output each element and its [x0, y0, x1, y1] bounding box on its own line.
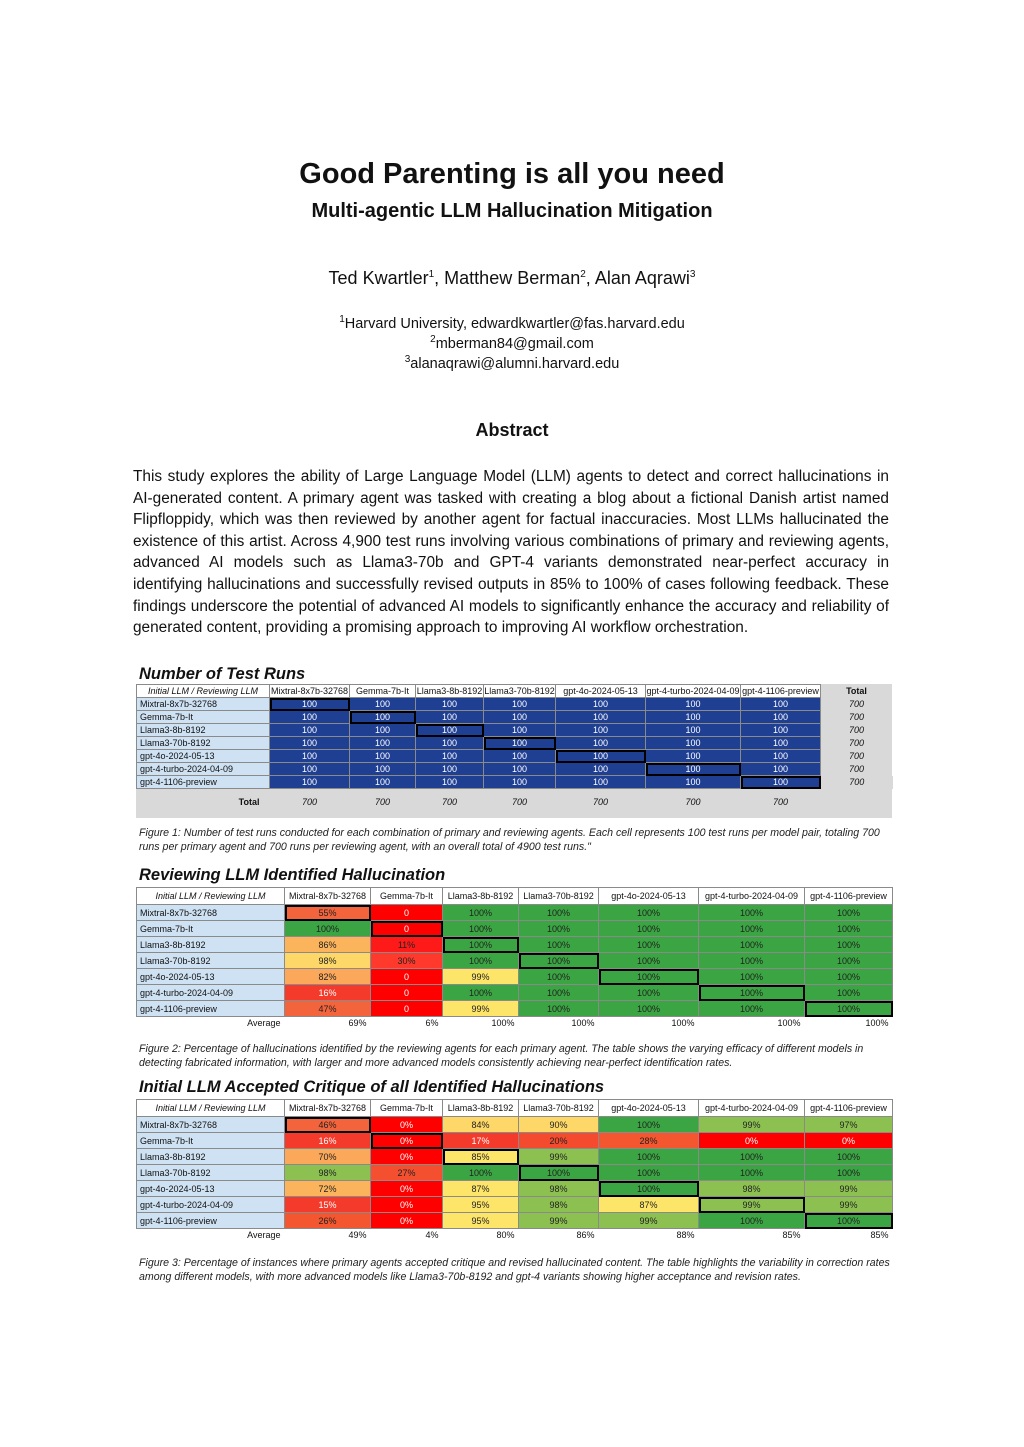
table-cell: 100: [350, 776, 416, 789]
column-total: 700: [741, 789, 821, 816]
table-cell: 100: [350, 750, 416, 763]
table-cell: 100: [416, 776, 484, 789]
column-header: Mixtral-8x7b-32768: [270, 686, 349, 696]
table-cell: 100: [416, 737, 484, 750]
heatmap-cell: 99%: [599, 1213, 699, 1229]
table-cell: 100: [270, 763, 350, 776]
row-header: gpt-4o-2024-05-13: [137, 969, 285, 985]
heatmap-cell: 98%: [519, 1181, 599, 1197]
heatmap-cell: 20%: [519, 1133, 599, 1149]
heatmap-cell: 11%: [371, 937, 443, 953]
heatmap-cell: 100%: [443, 937, 519, 953]
heatmap-cell: 99%: [443, 1001, 519, 1017]
figure2-caption: Figure 2: Percentage of hallucinations identified by the reviewing agents for each primary agent. The table shows the varying efficacy of different models in detecting fabricated information, with larger and more advanced models consistently achieving near-perfect identification rates.: [139, 1043, 864, 1069]
heatmap-cell: 100%: [805, 905, 893, 921]
table-cell: 100: [484, 698, 556, 711]
heatmap-cell: 100%: [519, 969, 599, 985]
table-cell: 100: [484, 776, 556, 789]
heatmap-cell: 100%: [699, 921, 805, 937]
column-header: Llama3-8b-8192: [443, 888, 519, 905]
author-sup: 3: [689, 269, 696, 280]
average-value: 100%: [491, 1018, 515, 1028]
heatmap-cell: 100%: [805, 1165, 893, 1181]
heatmap-cell: 99%: [805, 1181, 893, 1197]
heatmap-cell: 0: [371, 905, 443, 921]
row-header: Mixtral-8x7b-32768: [137, 698, 270, 711]
column-header: gpt-4-turbo-2024-04-09: [699, 1100, 805, 1117]
heatmap-cell: 100%: [443, 953, 519, 969]
heatmap-cell: 100%: [519, 921, 599, 937]
heatmap-cell: 0%: [371, 1181, 443, 1197]
average-label: Average: [247, 1018, 281, 1028]
average-value: 49%: [348, 1230, 367, 1240]
heatmap-cell: 100%: [443, 985, 519, 1001]
heatmap-cell: 15%: [285, 1197, 371, 1213]
heatmap-cell: 99%: [519, 1149, 599, 1165]
row-header: gpt-4o-2024-05-13: [137, 1181, 285, 1197]
heatmap-cell: 95%: [443, 1213, 519, 1229]
row-header: gpt-4-1106-preview: [137, 1001, 285, 1017]
column-header: Llama3-70b-8192: [519, 1100, 599, 1117]
heatmap-cell: 100%: [443, 905, 519, 921]
heatmap-cell: 100%: [599, 969, 699, 985]
table-cell: 100: [484, 724, 556, 737]
average-value: 100%: [777, 1018, 801, 1028]
heatmap-cell: 100%: [805, 1001, 893, 1017]
column-header: Gemma-7b-It: [371, 1100, 443, 1117]
row-header: Gemma-7b-It: [137, 921, 285, 937]
average-label: Average: [247, 1230, 281, 1240]
table-cell: 100: [646, 698, 741, 711]
table-cell: 100: [350, 711, 416, 724]
heatmap-cell: 0%: [371, 1197, 443, 1213]
table-cell: 100: [416, 698, 484, 711]
heatmap-cell: 86%: [285, 937, 371, 953]
heatmap-cell: 0: [371, 969, 443, 985]
table-cell: 100: [270, 737, 350, 750]
affiliation-text: mberman84@gmail.com: [435, 335, 594, 352]
table-cell: 100: [741, 711, 821, 724]
heatmap-cell: 100%: [519, 1001, 599, 1017]
heatmap-cell: 17%: [443, 1133, 519, 1149]
heatmap-cell: 46%: [285, 1117, 371, 1133]
heatmap-cell: 100%: [699, 1165, 805, 1181]
table-cell: 100: [646, 724, 741, 737]
table-cell: 100: [270, 711, 350, 724]
corner-label: Initial LLM / Reviewing LLM: [137, 685, 270, 698]
table-cell: 100: [350, 724, 416, 737]
table-cell: 100: [556, 750, 646, 763]
heatmap-cell: 100%: [443, 921, 519, 937]
table-cell: 100: [556, 698, 646, 711]
heatmap-cell: 100%: [805, 969, 893, 985]
row-header: Llama3-70b-8192: [137, 737, 270, 750]
figure3-table: [136, 1099, 893, 1241]
author-sup: 2: [580, 269, 586, 280]
column-header: gpt-4-1106-preview: [805, 888, 893, 905]
heatmap-cell: 99%: [699, 1117, 805, 1133]
average-value: 86%: [576, 1230, 595, 1240]
heatmap-cell: 87%: [443, 1181, 519, 1197]
heatmap-cell: 99%: [443, 969, 519, 985]
heatmap-cell: 98%: [285, 953, 371, 969]
row-total: 700: [821, 698, 893, 711]
table-cell: 100: [741, 737, 821, 750]
figure3-caption: Figure 3: Percentage of instances where primary agents accepted critique and revised hallucinated content. The table highlights the variability in correction rates among different models, with more advanced models like Llama3-70b-8192 and gpt-4 variants showing higher acceptance and revision rates.: [139, 1257, 890, 1283]
table-cell: 100: [741, 698, 821, 711]
heatmap-cell: 0: [371, 1001, 443, 1017]
heatmap-cell: 100%: [519, 905, 599, 921]
total-row-header: Total: [137, 789, 270, 816]
heatmap-cell: 99%: [805, 1197, 893, 1213]
table-cell: 100: [484, 763, 556, 776]
table-cell: 100: [646, 711, 741, 724]
average-value: 88%: [676, 1230, 695, 1240]
column-header: Mixtral-8x7b-32768: [285, 1100, 371, 1117]
row-total: 700: [821, 763, 893, 776]
average-value: 4%: [425, 1230, 439, 1240]
heatmap-cell: 100%: [699, 985, 805, 1001]
average-value: 100%: [671, 1018, 695, 1028]
table-cell: 100: [270, 698, 350, 711]
column-total: 700: [350, 789, 416, 816]
heatmap-cell: 100%: [599, 921, 699, 937]
row-header: Llama3-8b-8192: [137, 1149, 285, 1165]
empty-cell: [821, 789, 893, 816]
affiliation-sup: 3: [404, 354, 411, 365]
heatmap-cell: 100%: [805, 937, 893, 953]
column-header: gpt-4-1106-preview: [742, 686, 819, 696]
table-cell: 100: [741, 776, 821, 789]
author-name: Alan Aqrawi: [594, 268, 690, 288]
abstract-heading: Abstract: [475, 420, 549, 440]
column-header: Mixtral-8x7b-32768: [285, 888, 371, 905]
heatmap-cell: 100%: [443, 1165, 519, 1181]
table-cell: 100: [741, 724, 821, 737]
heatmap-cell: 100%: [699, 1001, 805, 1017]
heatmap-cell: 0%: [699, 1133, 805, 1149]
row-header: Llama3-70b-8192: [137, 953, 285, 969]
author-sup: 1: [428, 269, 435, 280]
table-cell: 100: [646, 737, 741, 750]
heatmap-cell: 100%: [599, 953, 699, 969]
heatmap-cell: 100%: [699, 937, 805, 953]
column-header: Llama3-8b-8192: [443, 1100, 519, 1117]
heatmap-cell: 99%: [519, 1213, 599, 1229]
heatmap-cell: 99%: [699, 1197, 805, 1213]
heatmap-cell: 70%: [285, 1149, 371, 1165]
row-header: gpt-4-turbo-2024-04-09: [137, 1197, 285, 1213]
heatmap-cell: 100%: [519, 985, 599, 1001]
heatmap-cell: 0%: [371, 1133, 443, 1149]
row-total: 700: [821, 737, 893, 750]
row-total: 700: [821, 776, 893, 789]
column-total: 700: [556, 789, 646, 816]
heatmap-cell: 98%: [519, 1197, 599, 1213]
affiliation-text: alanaqrawi@alumni.harvard.edu: [410, 355, 620, 372]
table-cell: 100: [416, 763, 484, 776]
average-value: 100%: [571, 1018, 595, 1028]
table-cell: 100: [350, 737, 416, 750]
corner-label: Initial LLM / Reviewing LLM: [137, 888, 285, 905]
row-header: Llama3-70b-8192: [137, 1165, 285, 1181]
column-header: Llama3-70b-8192: [484, 686, 555, 696]
table-cell: 100: [270, 776, 350, 789]
paper-subtitle: Multi-agentic LLM Hallucination Mitigation: [311, 200, 713, 222]
heatmap-cell: 87%: [599, 1197, 699, 1213]
column-total: 700: [646, 789, 741, 816]
heatmap-cell: 0%: [371, 1117, 443, 1133]
author-list: Ted Kwartler$^1$, Matthew Berman$^2$, Alan Aqrawi$^3$: [328, 268, 696, 288]
heatmap-cell: 100%: [285, 921, 371, 937]
table-cell: 100: [556, 763, 646, 776]
heatmap-cell: 26%: [285, 1213, 371, 1229]
average-value: 85%: [870, 1230, 889, 1240]
table-cell: 100: [416, 750, 484, 763]
figure3-title: Initial LLM Accepted Critique of all Identified Hallucinations: [139, 1078, 605, 1096]
heatmap-cell: 72%: [285, 1181, 371, 1197]
heatmap-cell: 0: [371, 921, 443, 937]
column-header: gpt-4o-2024-05-13: [599, 1100, 699, 1117]
row-total: 700: [821, 724, 893, 737]
column-total: 700: [416, 789, 484, 816]
column-header: gpt-4o-2024-05-13: [599, 888, 699, 905]
column-header: Gemma-7b-It: [371, 888, 443, 905]
row-header: gpt-4-turbo-2024-04-09: [137, 985, 285, 1001]
table-cell: 100: [556, 711, 646, 724]
row-total: 700: [821, 711, 893, 724]
heatmap-cell: 98%: [285, 1165, 371, 1181]
heatmap-cell: 100%: [519, 1165, 599, 1181]
average-value: 100%: [865, 1018, 889, 1028]
table-cell: 100: [646, 776, 741, 789]
row-header: Llama3-8b-8192: [137, 937, 285, 953]
row-header: Mixtral-8x7b-32768: [137, 1117, 285, 1133]
table-cell: 100: [646, 750, 741, 763]
author-name: Matthew Berman: [444, 268, 581, 288]
figure1-table: [136, 684, 893, 815]
table-cell: 100: [416, 724, 484, 737]
average-value: 6%: [425, 1018, 439, 1028]
heatmap-cell: 100%: [805, 921, 893, 937]
heatmap-cell: 100%: [599, 1149, 699, 1165]
average-value: 69%: [348, 1018, 367, 1028]
heatmap-cell: 100%: [599, 1001, 699, 1017]
row-header: gpt-4o-2024-05-13: [137, 750, 270, 763]
figure1-title: Number of Test Runs: [139, 665, 306, 683]
table-cell: 100: [556, 776, 646, 789]
heatmap-cell: 30%: [371, 953, 443, 969]
heatmap-cell: 90%: [519, 1117, 599, 1133]
column-header: gpt-4-turbo-2024-04-09: [646, 686, 740, 696]
heatmap-cell: 100%: [805, 1149, 893, 1165]
heatmap-cell: 100%: [599, 905, 699, 921]
heatmap-cell: 100%: [699, 969, 805, 985]
figure1-caption: Figure 1: Number of test runs conducted for each combination of primary and reviewing agents. Each cell represents 100 test runs per model pair, totaling 700 runs per primary agent and 700 runs per reviewing agent, with an overall total of 4900 test runs.": [139, 827, 880, 853]
heatmap-cell: 100%: [599, 1117, 699, 1133]
heatmap-cell: 100%: [599, 1181, 699, 1197]
heatmap-cell: 100%: [805, 985, 893, 1001]
heatmap-cell: 100%: [699, 1149, 805, 1165]
table-cell: 100: [270, 724, 350, 737]
column-header: Llama3-70b-8192: [519, 888, 599, 905]
row-total: 700: [821, 750, 893, 763]
row-header: Llama3-8b-8192: [137, 724, 270, 737]
total-column-header: Total: [821, 685, 893, 698]
heatmap-cell: 100%: [519, 937, 599, 953]
figure2-table: [136, 887, 893, 1029]
row-header: gpt-4-turbo-2024-04-09: [137, 763, 270, 776]
heatmap-cell: 0%: [371, 1213, 443, 1229]
heatmap-cell: 16%: [285, 1133, 371, 1149]
affiliation: [0, 334, 1024, 352]
heatmap-cell: 100%: [599, 1165, 699, 1181]
column-total: 700: [484, 789, 556, 816]
heatmap-cell: 0%: [805, 1133, 893, 1149]
row-header: Mixtral-8x7b-32768: [137, 905, 285, 921]
author-name: Ted Kwartler: [328, 268, 429, 288]
table-cell: 100: [484, 737, 556, 750]
heatmap-cell: 28%: [599, 1133, 699, 1149]
heatmap-cell: 16%: [285, 985, 371, 1001]
table-cell: 100: [350, 763, 416, 776]
column-header: Llama3-8b-8192: [416, 686, 483, 696]
heatmap-cell: 95%: [443, 1197, 519, 1213]
affiliation-text: Harvard University, edwardkwartler@fas.harvard.edu: [344, 315, 685, 332]
heatmap-cell: 55%: [285, 905, 371, 921]
column-total: 700: [270, 789, 350, 816]
heatmap-cell: 85%: [443, 1149, 519, 1165]
column-header: gpt-4-turbo-2024-04-09: [699, 888, 805, 905]
row-header: gpt-4-1106-preview: [137, 776, 270, 789]
heatmap-cell: 0%: [371, 1149, 443, 1165]
row-header: Gemma-7b-It: [137, 1133, 285, 1149]
average-value: 80%: [496, 1230, 515, 1240]
average-value: 85%: [782, 1230, 801, 1240]
figure2-title: Reviewing LLM Identified Hallucination: [139, 866, 446, 884]
corner-label: Initial LLM / Reviewing LLM: [137, 1100, 285, 1117]
paper-title: Good Parenting is all you need: [299, 158, 725, 190]
table-cell: 100: [270, 750, 350, 763]
table-cell: 100: [416, 711, 484, 724]
heatmap-cell: 100%: [805, 953, 893, 969]
heatmap-cell: 100%: [699, 905, 805, 921]
table-cell: 100: [350, 698, 416, 711]
abstract-body: This study explores the ability of Large Language Model (LLM) agents to detect and correct hallucinations in AI-generated content. A primary agent was tasked with creating a blog about a fictional Danish artist named Flipfloppidy, which was then reviewed by another agent for factual inaccuracies. Most LLMs hallucinated the existence of this artist. Across 4,900 test runs involving various combinations of primary and reviewing agents, advanced AI models such as Llama3-70b and GPT-4 variants demonstrated near-perfect accuracy in identifying hallucinations and successfully revised outputs in 85% to 100% of cases following feedback. These findings underscore the potential of advanced AI models to significantly enhance the accuracy and reliability of generated content, providing a promising approach to improving AI workflow orchestration.: [133, 468, 889, 637]
table-cell: 100: [646, 763, 741, 776]
table-cell: 100: [484, 711, 556, 724]
heatmap-cell: 98%: [699, 1181, 805, 1197]
heatmap-cell: 82%: [285, 969, 371, 985]
column-header: gpt-4o-2024-05-13: [556, 685, 646, 698]
table-cell: 100: [484, 750, 556, 763]
table-cell: 100: [741, 750, 821, 763]
table-cell: 100: [556, 724, 646, 737]
row-header: gpt-4-1106-preview: [137, 1213, 285, 1229]
heatmap-cell: 100%: [699, 953, 805, 969]
row-header: Gemma-7b-It: [137, 711, 270, 724]
heatmap-cell: 100%: [805, 1213, 893, 1229]
heatmap-cell: 100%: [699, 1213, 805, 1229]
heatmap-cell: 100%: [519, 953, 599, 969]
column-header: Gemma-7b-It: [350, 685, 416, 698]
heatmap-cell: 97%: [805, 1117, 893, 1133]
table-cell: 100: [741, 763, 821, 776]
heatmap-cell: 100%: [599, 985, 699, 1001]
heatmap-cell: 0: [371, 985, 443, 1001]
column-header: gpt-4-1106-preview: [805, 1100, 893, 1117]
table-cell: 100: [556, 737, 646, 750]
heatmap-cell: 100%: [599, 937, 699, 953]
heatmap-cell: 27%: [371, 1165, 443, 1181]
affiliation-sup: 1: [339, 314, 345, 325]
affiliation: [0, 354, 1024, 372]
heatmap-cell: 84%: [443, 1117, 519, 1133]
affiliation: [0, 314, 1024, 332]
affiliation-sup: 2: [430, 334, 436, 345]
heatmap-cell: 47%: [285, 1001, 371, 1017]
